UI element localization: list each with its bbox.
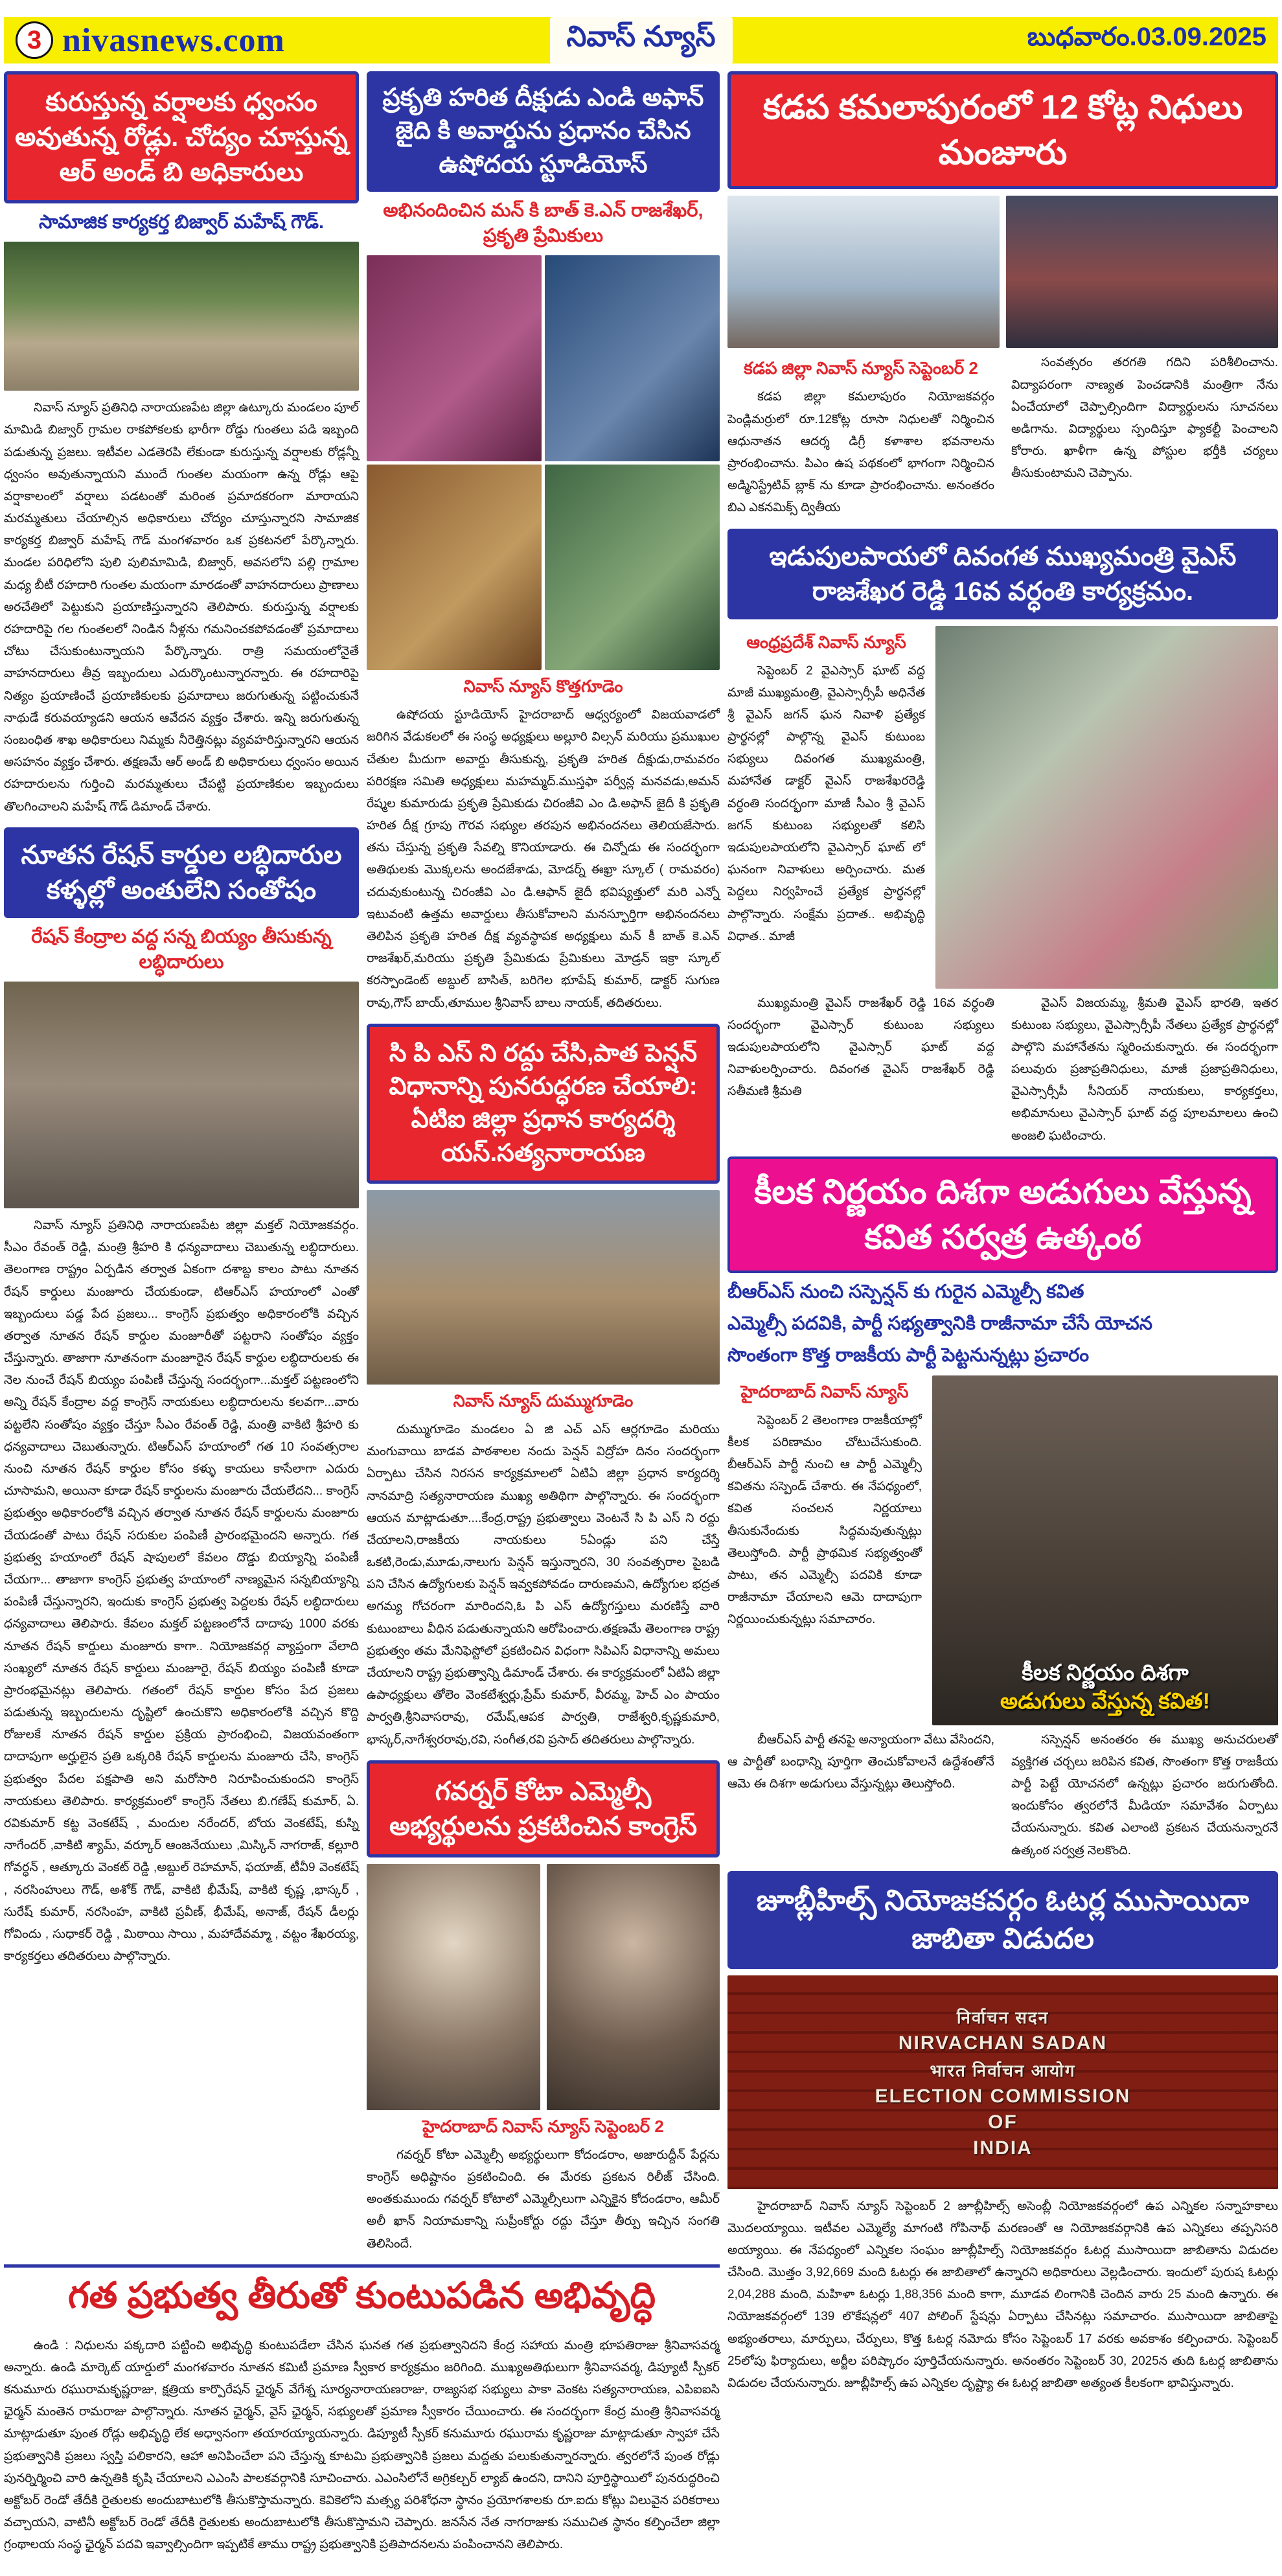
kavitha-cont-left-paragraph: బీఆర్ఎస్ పార్టీ తనపై అన్యాయంగా వేటు వేసిందని, ఆ పార్టీతో బంధాన్ని పూర్తిగా తెంచుకోవాలనే ఉద్దేశంతోనే ఆమె ఈ దిశగా అడుగులు వేస్తున్నట్లు తెలుస్తోంది.	[727, 1732, 994, 1791]
kavitha-subhead-1: బీఆర్ఎస్ నుంచి సస్పెన్షన్ కు గురైన ఎమ్మెల్సీ కవిత	[727, 1282, 1084, 1303]
mlc-paragraph: గవర్నర్ కోటా ఎమ్మెల్సీ అభ్యర్థులుగా కోదండరాం, అజారుద్దీన్ పేర్లను కాంగ్రెస్ అధిష్టానం ప్రకటించింది. ఈ మేరకు ప్రకటన రిలీజ్ చేసింది. అంతకుముందు గవర్నర్ కోటాలో ఎమ్మెల్సీలుగా ఎన్నికైన కోదండరాం, ఆమీర్ అలీ ఖాన్ నియామకాన్ని సుప్రీంకోర్టు రద్దు చేస్తూ తీర్పు ఇచ్చిన సంగతి తెలిసిందే.	[367, 2148, 720, 2251]
roads-subheadline: సామాజిక కార్యకర్త బిజ్వార్ మహేష్ గౌడ్.	[38, 212, 325, 233]
award-photo-1	[367, 255, 542, 461]
mlc-candidate-portraits	[367, 1864, 720, 2110]
ration-subheadline: రేషన్ కేంద్రాల వద్ద సన్న బియ్యం తీసుకున్న లబ్ధిదారులు	[31, 926, 332, 972]
roads-paragraph: నివాస్ న్యూస్ ప్రతినిధి నారాయణపేట జిల్లా ఉట్కూరు మండలం పూల్ మామిడి బిజ్వార్ గ్రామల రాకపోకలకు భారీగా రోడ్డు గుంతలు పడి ఇబ్బంది పడుతున్న ప్రజలు. ఇటీవల ఎడతెరపి లేకుండా కురుస్తున్న వర్షాలకు రోడ్లన్నీ ధ్వంసం అవుతున్నాయని ముందే గుంతల మయంగా ఉన్న రోడ్లు ఆపై వర్షాకాలంలో వర్షాలు పడటంతో మరింత ప్రమాదకరంగా మారాయని మరమ్మతులు చేయాల్సిన అధికారులు చోద్యం చూస్తున్నారని సామాజిక కార్యకర్త బిజ్వార్ మహేష్ గౌడ్ మంగళవారం ఒక ప్రకటనలో పేర్కొన్నారు. మండల పరిధిలోని పులి పులిమామిడి, బిజ్వార్, అవసలోని పల్లి గ్రామాల మధ్య బీటీ రహదారి గుంతల మయంగా మారడంతో వాహనదారులు ప్రాణాలు అరచేతిలో పెట్టుకుని ప్రయాణిస్తున్నారని తెలిపారు. కురుస్తున్న వర్షాలకు రహదారిపై గల గుంతలలో నిండిన నీళ్లను గమనించకపోవడంతో ప్రమాదాలు చోటు చేసుకుంటున్నాయని పేర్కొన్నారు. రాత్రి సమయంలోనైతే వాహనదారులు తీవ్ర ఇబ్బందులు ఎదుర్కొంటున్నారన్నారు. ఈ రహదారిపై నిత్యం ప్రయాణించే ప్రయాణికులకు ప్రమాదాలు జరుగుతున్న పట్టించుకునే నాథుడే కరువయ్యాడని ఆయన ఆవేదన వ్యక్తం చేశారు. ఇన్ని జరుగుతున్న సంబంధిత శాఖ అధికారులు నిమ్మకు నీరెత్తినట్లు వ్యవహరిస్తున్నారని ఆయన అసహనం వ్యక్తం చేశారు. తక్షణమే ఆర్ అండ్ బి అధికారులు ధ్వంసం అయిన రహదారులను గుర్తించి మరమ్మతులు చేపట్టి ప్రయాణికుల ఇబ్బందులు తొలగించాలని మహేష్ గౌడ్ డిమాండ్ చేశారు.	[4, 401, 360, 814]
jubilee-paragraph: హైదరాబాద్ నివాస్ న్యూస్ సెప్టెంబర్ 2 జూబ్లీహిల్స్ అసెంబ్లీ నియోజకవర్గంలో ఉప ఎన్నికల సన్నాహకాలు మొదలయ్యాయి. ఇటీవల ఎమ్మెల్యే మాగంటి గోపినాథ్ మరణంతో ఆ నియోజకవర్గానికి ఉప ఎన్నికలు తప్పనిసరి అయ్యాయి. ఈ నేపధ్యంలో ఎన్నికల సంఘం జూబ్లీహిల్స్ నియోజకవర్గం ఓటర్ల ముసాయిదా జాబితాను విడుదల చేసింది. మొత్తం 3,92,669 మంది ఓటర్లు ఈ జాబితాలో ఉన్నారని అధికారులు వెల్లడించారు. ఇందులో పురుష ఓటర్లు 2,04,288 మంది, మహిళా ఓటర్లు 1,88,356 మంది కాగా, మూడవ లింగానికి చెందిన వారు 25 మంది ఉన్నారు. ఈ నియోజకవర్గంలో 139 లొకేషన్లలో 407 పోలింగ్ స్టేషన్లు ఏర్పాటు చేసినట్లు సమాచారం. ముసాయిదా జాబితాపై అభ్యంతరాలు, మార్పులు, చేర్పులు, కొత్త ఓటర్ల నమోదు కోసం సెప్టెంబర్ 17 వరకు అవకాశం కల్పించారు. సెప్టెంబర్ 25లోపు ఫిర్యాదులు, అర్జీల పరిష్కారం పూర్తిచేయనున్నారు. అనంతరం సెప్టెంబర్ 30, 2025న తుది ఓటర్ల జాబితాను విడుదల చేయనున్నారు. జూబ్లీహిల్స్ ఉప ఎన్నికల దృష్ట్యా ఈ ఓటర్ల జాబితా అత్యంత కీలకంగా భావిస్తున్నారు.	[727, 2199, 1278, 2391]
overlay-line-1: కీలక నిర్ణయం దిశగా	[1022, 1661, 1189, 1686]
roads-body	[4, 397, 359, 818]
kavitha-photo	[932, 1375, 1278, 1725]
kavitha-cont-right-paragraph: సస్పెన్షన్ అనంతరం ఈ ముఖ్య అనుచరులతో వ్యక్తిగత చర్చలు జరిపిన కవిత, సొంతంగా కొత్త రాజకీయ పార్టీ పెట్టే యోచనలో ఉన్నట్లు ప్రచారం జరుగుతోంది. ఇందుకోసం త్వరలోనే మీడియా సమావేశం ఏర్పాటు చేయనున్నారు. కవిత ఎలాంటి ప్రకటన చేయనున్నారనే ఉత్కంఠ సర్వత్ర నెలకొంది.	[1011, 1732, 1278, 1857]
eci-sign-english-3: OF	[988, 2111, 1018, 2133]
mlc-dateline: హైదరాబాద్ నివాస్ న్యూస్ సెప్టెంబర్ 2	[422, 2116, 664, 2136]
award-dateline: నివాస్ న్యూస్ కొత్తగూడెం	[463, 676, 623, 696]
kadapa-text-columns	[727, 352, 1278, 519]
ysr-content	[727, 626, 1278, 989]
site-link[interactable]: nivasnews.com	[62, 21, 285, 59]
kadapa-body-right	[1011, 352, 1278, 519]
jubilee-body	[727, 2196, 1278, 2395]
azharuddin-portrait-photo	[547, 1864, 720, 2110]
roads-headline: కురుస్తున్న వర్షాలకు ధ్వంసం అవుతున్న రోడ్లు. చోద్యం చూస్తున్న ఆర్ అండ్ బి అధికారులు	[4, 71, 359, 203]
award-subheadline: అభినందించిన మన్ కి బాత్ కె.ఎన్ రాజశేఖర్, ప్రకృతి ప్రేమికులు	[383, 200, 704, 247]
ration-headline: నూతన రేషన్ కార్డుల లబ్ధిదారుల కళ్ళల్లో అంతులేని సంతోషం	[4, 827, 359, 918]
overlay-line-2: అడుగులు వేస్తున్న కవిత!	[1000, 1689, 1210, 1714]
kadapa-dateline: కడప జిల్లా నివాస్ న్యూస్ సెప్టెంబర్ 2	[744, 358, 978, 378]
mlc-headline: గవర్నర్ కోటా ఎమ్మెల్సీ అభ్యర్థులను ప్రకటించిన కాంగ్రెస్	[367, 1760, 720, 1857]
article-award	[367, 71, 720, 1015]
cps-paragraph: దుమ్ముగూడెం మండలం ఏ జి ఎచ్ ఎస్ ఆర్లగూడెం మరియు మంగువాయి బాడవ పాఠశాలల నందు పెన్షన్ విద్రోహ దినం సందర్భంగా ఏర్పాటు చేసిన నిరసన కార్యక్రమాలలో ఏటిఏ జిల్లా ప్రధాన కార్యదర్శి నానమాద్రి సత్యనారాయణ ముఖ్య అతిథిగా పాల్గొన్నారు. ఈ సందర్భంగా ఆయన మాట్లాడుతూ....కేంద్ర,రాష్ట్ర ప్రభుత్వాలు వెంటనే సి పి ఎస్ ని రద్దు చేయాలని,రాజకీయ నాయకులు 5ఏండ్లు పని చేస్తే ఒకటి,రెండు,మూడు,నాలుగు పెన్షన్ ఇస్తున్నారని, 30 సంవత్సరాల పైబడి పని చేసిన ఉద్యోగులకు పెన్షన్ ఇవ్వకపోవడం దారుణమని, ఉద్యోగుల భద్రత అగమ్య గోచరంగా మారిందని,ఓ పి ఎస్ ఉద్యోగస్తులు మరణిస్తే వారి కుటుంబాలు వీధిన పడుతున్నాయని ఆరోపించారు.తక్షణమే తెలంగాణ రాష్ట్ర ప్రభుత్వం తమ మేనిఫెస్టోలో ప్రకటించిన విధంగా సిపిఎస్ విధానాన్ని అమలు చేయాలని రాష్ట్ర ప్రభుత్వాన్ని డిమాండ్ చేశారు. ఈ కార్యక్రమంలో ఏటిఏ జిల్లా ఉపాధ్యక్షులు తోలెం వెంకటేశ్వర్లు,ప్రేమ్ కుమార్, వీరమ్మ, హెచ్ ఎం పాయం పార్వతి,శ్రీనివాసరావు, రమేష్,ఆపక పార్వతి, రాజేశ్వరి,కృష్ణకుమారి, భాస్కర్,నాగేశ్వరరావు,రవి, సంగీత,రవి ప్రసాద్ తదితరులు పాల్గొన్నారు.	[367, 1422, 720, 1747]
article-governor-quota-mlc	[367, 1760, 720, 2255]
kavitha-photo-caption-overlay	[932, 1659, 1278, 1716]
eci-sign-english-1: NIRVACHAN SADAN	[898, 2032, 1108, 2054]
cps-body	[367, 1419, 720, 1751]
edition-date: బుధవారం.03.09.2025	[1027, 22, 1266, 51]
column-right	[727, 71, 1278, 2557]
eci-sign-hindi-2: भारत निर्वाचन आयोग	[930, 2060, 1076, 2080]
kavitha-headline: కీలక నిర్ణయం దిశగా అడుగులు వేస్తున్న కవిత సర్వత్ర ఉత్కంఠ	[727, 1156, 1278, 1273]
pension-protest-photo	[367, 1190, 720, 1385]
article-damaged-roads	[4, 71, 359, 818]
ysr-paragraph: సెప్టెంబర్ 2 వైఎస్సార్ ఘాట్ వద్ద మాజీ ముఖ్యమంత్రి, వైఎస్సార్సీపీ అధినేత శ్రీ వైఎస్ జగన్ ఘన నివాళి ప్రత్యేక ప్రార్థనల్లో పాల్గొన్న వైఎస్ కుటుంబ సభ్యులు దివంగత ముఖ్యమంత్రి, మహానేత డాక్టర్ వైఎస్ రాజశేఖరరెడ్డి వర్ధంతి సందర్భంగా మాజీ సీఎం శ్రీ వైఎస్ జగన్ కుటుంబ సభ్యులతో కలిసి ఇడుపులపాయలోని వైఎస్సార్ ఘాట్ లో ఘనంగా నివాళులు అర్పించారు. మత పెద్దలు నిర్వహించే ప్రత్యేక ప్రార్థనల్లో పాల్గొన్నారు. సంక్షేమ ప్రదాత.. అభివృద్ధి విధాత.. మాజీ	[727, 663, 925, 943]
kadapa-paragraph-right: సంవత్సరం తరగతి గదిని పరిశీలించాను. విద్యాపరంగా నాణ్యత పెంచడానికి మంత్రిగా నేను ఏంచేయాలో చెప్పాల్సిందిగా విద్యార్థులను సూచనలు అడిగాను. విద్యార్థులు స్పందిస్తూ ఫ్యాకల్టీ పెంచాలని కోరారు. ఖాళీగా ఉన్న పోస్టుల భర్తీకి చర్యలు తీసుకుంటామని చెప్పాను.	[1011, 356, 1278, 481]
kavitha-body	[727, 1410, 922, 1631]
kadapa-headline: కడప కమలాపురంలో 12 కోట్ల నిధులు మంజూరు	[727, 71, 1278, 189]
article-jubilee-hills-voters	[727, 1871, 1278, 2395]
award-ceremony-collage	[367, 255, 720, 670]
kavitha-content	[727, 1375, 1278, 1725]
ysr-continuation	[727, 993, 1278, 1147]
kadapa-classroom-photo	[727, 196, 1000, 348]
column-middle	[367, 71, 720, 2255]
jubilee-headline: జూబ్లీహిల్స్ నియోజకవర్గం ఓటర్ల ముసాయిదా జాబితా విడుదల	[727, 1871, 1278, 1969]
kadapa-body-left	[727, 386, 994, 519]
page-number-badge: 3	[16, 21, 53, 59]
ysr-cont-left	[727, 993, 994, 1147]
article-undi-development	[4, 2264, 720, 2557]
ysr-cont-right-paragraph: వైఎస్ విజయమ్మ, శ్రీమతి వైఎస్ భారతి, ఇతర కుటుంబ సభ్యులు, వైఎస్సార్సీపీ నేతలు ప్రత్యేక ప్రార్థనల్లో పాల్గొని మహానేతను స్మరించుకున్నారు. ఈ సందర్భంగా పలువురు ప్రజాప్రతినిధులు, మాజీ ప్రజాప్రతినిధులు, వైఎస్సార్సీపీ సీనియర్ నాయకులు, కార్యకర్తలు, అభిమానులు వైఎస్సార్ ఘాట్ వద్ద పూలమాలలు ఉంచి అంజలి ఘటించారు.	[1011, 996, 1278, 1143]
paper-title: నివాస్ న్యూస్	[549, 17, 732, 64]
undi-paragraph: ఉండి : నిధులను పక్కదారి పట్టించి అభివృద్ధి కుంటుపడేలా చేసిన ఘనత గత ప్రభుత్వానిదని కేంద్ర సహాయ మంత్రి భూపతిరాజు శ్రీనివాసవర్మ అన్నారు. ఉండి మార్కెట్ యార్డులో మంగళవారం నూతన కమిటీ ప్రమాణ స్వీకార కార్యక్రమం జరిగింది. ముఖ్యఅతిథులుగా శ్రీనివాసవర్మ, డిప్యూటీ స్పీకర్ కనుమూరు రఘురామకృష్ణరాజు, క్షత్రియ కార్పొరేషన్ ఛైర్మన్ వేగేశ్న సూర్యనారాయణరాజు, రాజ్యసభ సభ్యులు పాకా వెంకట సత్యనారాయణ, ఎపిఐఐసి ఛైర్మన్ మంతెన రామరాజు పాల్గొన్నారు. నూతన ఛైర్మన్, వైస్ ఛైర్మన్, సభ్యులతో ప్రమాణ స్వీకారం చేయించారు. ఈ సందర్భంగా కేంద్ర మంత్రి శ్రీనివాసవర్మ మాట్లాడుతూ పుంత రోడ్లు అభివృద్ధి లేక అధ్వానంగా తయారయ్యాయన్నారు. డిప్యూటీ స్పీకర్ కనుమూరు రఘురామ కృష్ణరాజు మాట్లాడుతూ స్వాహా చేసే ప్రభుత్వానికి ప్రజలు స్వస్తి పలికారని, ఆహా అనిపించేలా పని చేస్తున్న కూటమి ప్రభుత్వానికి ప్రజలు మద్దతు పలుకుతున్నారన్నారు. త్వరలోనే పుంత రోడ్లు పునర్నిర్మించి వారి ఉన్నతికి కృషి చేయాలని ఎఎంసి పాలకవర్గానికి సూచించారు. ఎఎంసిలోనే అగ్రికల్చర్ ల్యాబ్ ఉందని, దానిని పూర్తిస్థాయిలో పునరుద్ధరించి అక్టోబర్ రెండో తేదీకి రైతులకు అందుబాటులోకి తీసుకొస్తామన్నారు. కెవికెలోని మత్స్య పరిశోధనా స్థానం ప్రయోగశాలకు రూ.ఐదు కోట్లు విలువైన పరికరాలు వచ్చాయని, వాటినీ అక్టోబర్ రెండో తేదీకి రైతులకు అందుబాటులోకి తీసుకొస్తామని చెప్పారు. జనసేన నేత నాగరాజుకు సముచిత స్థానం కల్పించేలా జిల్లా గ్రంథాలయ సంస్థ ఛైర్మన్ పదవి ఇవ్వాల్సిందిగా ఇప్పటికే తాము రాష్ట్ర ప్రభుత్వానికి ప్రతిపాదనలను పంపించానని తెలిపారు.	[4, 2338, 720, 2552]
page-grid	[4, 71, 1278, 2557]
ration-beneficiaries-photo	[4, 982, 359, 1208]
eci-sign-english-4: INDIA	[973, 2137, 1033, 2159]
article-kavitha-decision	[727, 1156, 1278, 1862]
kadapa-paragraph-left: కడప జిల్లా కమలాపురం నియోజకవర్గం పెండ్లిమర్రులో రూ.12కోట్ల రూసా నిధులతో నిర్మించిన ఆధునాతన ఆదర్శ డిగ్రీ కళాశాల భవనాలను ప్రారంభించాను. పిఎం ఉష పథకంలో భాగంగా నిర్మించిన అడ్మినిస్ట్రేటివ్ బ్లాక్ ను కూడా ప్రారంభించాను. అనంతరం బిఎ ఎకనమిక్స్ ద్వితీయ	[727, 390, 994, 515]
award-photo-3	[367, 465, 542, 671]
cps-dateline: నివాస్ న్యూస్ దుమ్ముగూడెం	[453, 1390, 634, 1410]
ration-body	[4, 1215, 359, 1968]
kavitha-continuation	[727, 1729, 1278, 1862]
undi-body	[4, 2335, 720, 2557]
column-left	[4, 71, 359, 2255]
article-kadapa-funds	[727, 71, 1278, 520]
article-ration-cards	[4, 827, 359, 1968]
kavitha-cont-left	[727, 1729, 994, 1862]
ysr-headline: ఇడుపులపాయలో దివంగత ముఖ్యమంత్రి వైఎస్ రాజశేఖర రెడ్డి 16వ వర్ధంతి కార్యక్రమం.	[727, 529, 1278, 619]
ration-paragraph: నివాస్ న్యూస్ ప్రతినిధి నారాయణపేట జిల్లా మక్తల్ నియోజకవర్గం. సీఎం రేవంత్ రెడ్డి, మంత్రి శ్రీహరి కి ధన్యవాదాలు చెబుతున్న లబ్ధిదారులు. తెలంగాణ రాష్ట్రం ఏర్పడిన తర్వాత ఏకంగా దశాబ్ద కాలం పాటు నూతన రేషన్ కార్డులు మంజూరు చేయకుండా, టిఆర్ఎస్ హయాంలో ఎంతో ఇబ్బందులు పడ్డ పేద ప్రజలు... కాంగ్రెస్ ప్రభుత్వం అధికారంలోకి వచ్చిన తర్వాత నూతన రేషన్ కార్డుల మంజూరీతో పట్టరాని సంతోషం వ్యక్తం చేస్తున్నారు. తాజాగా నూతనంగా మంజూరైన రేషన్ కార్డుల లబ్ధిదారులకు ఈ నెల నుంచే రేషన్ బియ్యం పంపిణీ చేస్తున్న సందర్భంగా...మక్తల్ పట్టణంలోని అన్ని రేషన్ కేంద్రాల వద్ద కాంగ్రెస్ నాయకులు లబ్ధిదారులను కలవగా...వారు పట్టలేని సంతోషం వ్యక్తం చేస్తూ సీఎం రేవంత్ రెడ్డి, మంత్రి వాకిటి శ్రీహరి కు ధన్యవాదాలు చెబుతున్నారు. టిఆర్ఎస్ హయాంలో గత 10 సంవత్సరాల నుంచి నూతన రేషన్ కార్డుల కోసం కళ్ళు కాయలు కాసేలాగా ఎదురు చూసామని, అయినా కూడా రేషన్ కార్డులను మంజూరు చేయలేదని... కాంగ్రెస్ ప్రభుత్వం అధికారంలోకి వచ్చిన తర్వాత నూతన రేషన్ కార్డులను మంజూరు చేయడంతో పాటు రేషన్ సరుకుల పంపిణీ ప్రారంభమైందని అన్నారు. గత ప్రభుత్వ హయాంలో రేషన్ షాపులలో కేవలం దొడ్డు బియ్యాన్ని పంపిణీ చేయగా... తాజాగా కాంగ్రెస్ ప్రభుత్వ హయాంలో నాణ్యమైన సన్నబియ్యాన్ని పంపిణీ చేస్తున్నారని, ఇందుకు కాంగ్రెస్ ప్రభుత్వ పెద్దలకు రేషన్ లబ్ధిదారులు ధన్యవాదాలు తెలిపారు. కేవలం మక్తల్ పట్టణంలోనే దాదాపు 1000 వరకు నూతన రేషన్ కార్డులు మంజూరు కాగా.. నియోజకవర్గ వ్యాప్తంగా వేలాది సంఖ్యలో నూతన రేషన్ కార్డులు మంజూరై, రేషన్ బియ్యం పంపిణీ కూడా ప్రారంభమైనట్లు తెలిపారు. గతంలో రేషన్ కార్డుల కోసం పేద ప్రజలు పడుతున్న ఇబ్బందులను దృష్టిలో ఉంచుకొని అధికారంలోకి వచ్చిన కొద్ది రోజులకే నూతన రేషన్ కార్డుల ప్రక్రియ ప్రారంభించి, విజయవంతంగా దాదాపుగా అర్హులైన ప్రతి ఒక్కరికి రేషన్ కార్డులను మంజూరు చేసి, కాంగ్రెస్ ప్రభుత్వం పేదల పక్షపాతి అని మరోసారి నిరూపించుకుందని కాంగ్రెస్ నాయకులు తెలిపారు. కార్యక్రమంలో కాంగ్రెస్ నేతలు బి.గణేష్ కుమార్, ఏ. రవికుమార్ కట్ట వెంకటేష్ , మందుల నరేందర్, బోయ వెంకటేష్, కుస్ని నాగేందర్ ,వాకిటి శ్యామ్, వర్కూర్ ఆంజనేయులు ,మిస్కిన్ నాగరాజ్, కల్లూరి గోవర్ధన్ , ఆత్కూరు వెంకట్ రెడ్డి ,అబ్దుల్ రెహమాన్, ఫయాజ్, టీవీ9 వెంకటేష్ , నరసింహులు గౌడ్, అశోక్ గౌడ్, వాకిటి భీమేష్, వాకిటి కృష్ణ ,భాస్కర్ , సురేష్ కుమార్, నరసింహ, వాకిటి ప్రవీణ్, భీమేష్, అనాజ్, రేషన్ డీలర్లు గోవిందు , సుధాకర్ రెడ్డి , మిఠాయి సాయి , మహాదేవమ్మా , వట్టం శేఖరయ్య, కార్యకర్తలు తదితరులు పాల్గొన్నారు.	[4, 1218, 359, 1964]
election-commission-building-photo	[727, 1975, 1278, 2189]
award-photo-2	[545, 255, 720, 461]
kadapa-photos	[727, 196, 1278, 348]
article-ysr-vardhanthi	[727, 529, 1278, 1147]
kadapa-inauguration-photo	[1006, 196, 1278, 348]
eci-sign-hindi-1: निर्वाचन सदन	[956, 2007, 1049, 2027]
article-cps-pension	[367, 1024, 720, 1751]
cps-headline: సి పి ఎస్ ని రద్దు చేసి,పాత పెన్షన్ విధానాన్ని పునరుద్ధరణ చేయాలి: ఏటిఐ జిల్లా ప్రధాన కార్యదర్శి యస్.సత్యనారాయణ	[367, 1024, 720, 1184]
ysr-dateline: ఆంధ్రప్రదేశ్ నివాస్ న్యూస్	[746, 632, 906, 652]
ysr-cont-left-paragraph: ముఖ్యమంత్రి వైఎస్ రాజశేఖర్ రెడ్డి 16వ వర్ధంతి సందర్భంగా వైఎస్సార్ కుటుంబ సభ్యులు ఇడుపులపాయలోని వైఎస్సార్ ఘాట్ వద్ద నివాళులర్పించారు. దివంగత వైఎస్ రాజశేఖర్ రెడ్డి సతీమణి శ్రీమతి	[727, 996, 994, 1099]
undi-headline: గత ప్రభుత్వ తీరుతో కుంటుపడిన అభివృద్ధి	[68, 2274, 656, 2316]
kavitha-paragraph: సెప్టెంబర్ 2 తెలంగాణ రాజకీయాల్లో కీలక పరిణామం చోటుచేసుకుంది. బీఆర్ఎస్ పార్టీ నుంచి ఆ పార్టీ ఎమ్మెల్సీ కవితను సస్పెండ్ చేశారు. ఈ నేపధ్యంలో, కవిత సంచలన నిర్ణయాలు తీసుకునేందుకు సిద్ధమవుతున్నట్లు తెలుస్తోంది. పార్టీ ప్రాథమిక సభ్యత్వంతో పాటు, తన ఎమ్మెల్సీ పదవికి కూడా రాజీనామా చేయాలని ఆమె దాదాపుగా నిర్ణయించుకున్నట్లు సమాచారం.	[727, 1413, 922, 1627]
award-photo-4	[545, 465, 720, 671]
kavitha-subhead-3: సొంతంగా కొత్త రాజకీయ పార్టీ పెట్టనున్నట్లు ప్రచారం	[727, 1345, 1090, 1366]
kavitha-subhead-2: ఎమ్మెల్సీ పదవికి, పార్టీ సభ్యత్వానికి రాజీనామా చేసే యోచన	[727, 1313, 1153, 1335]
ysr-cont-right	[1011, 993, 1278, 1147]
kavitha-cont-right	[1011, 1729, 1278, 1862]
masthead	[4, 17, 1278, 63]
damaged-road-photo	[4, 242, 359, 391]
ysr-body	[727, 660, 925, 948]
ysr-ghat-tribute-photo	[935, 626, 1278, 989]
award-body	[367, 704, 720, 1015]
kavitha-dateline: హైదరాబాద్ నివాస్ న్యూస్	[740, 1381, 909, 1401]
kodandaram-portrait-photo	[367, 1864, 540, 2110]
award-headline: ప్రకృతి హరిత దీక్షుడు ఎండి అఫాన్ జైది కి అవార్డును ప్రధానం చేసిన ఉషోదయ స్టూడియోస్	[367, 71, 720, 192]
mlc-body	[367, 2145, 720, 2255]
award-paragraph: ఉషోదయ స్టూడియోస్ హైదరాబాద్ ఆధ్వర్యంలో విజయవాడలో జరిగిన వేడుకలలో ఈ సంస్థ అధ్యక్షులు అల్లూరి విల్సన్ మరియు ప్రముఖుల చేతుల మీదుగా అవార్డు తీసుకున్న, ప్రకృతి హరిత దీక్షుడు,రామవరం పరిరక్షణ సమితి అధ్యక్షులు మహమ్మద్.ముస్తఫా పర్వీన్ల మనవడు,అమన్ రేష్మల కుమారుడు ప్రకృతి ప్రేమికుడు చిరంజీవి ఎం డి.అఫాన్ జైదీ కి ప్రకృతి హరిత దీక్ష గ్రూపు గౌరవ సభ్యుల తరపున అభినందనలు తెలియజేసారు. తను చేస్తున్న ప్రకృతి సేవల్ని కొనియాడారు. ఈ చిన్నోడు ఈ సందర్భంగా అతిథులకు మొక్కలను అందజేశాడు, మోడర్న్ ఈఖ్రా స్కూల్ ( రామవరం) చదువుకుంటున్న చిరంజీవి ఎం డి.ఆఫాన్ జైదీ భవిష్యత్తులో మరి ఎన్నో ఇటువంటి ఉత్తమ అవార్డులు తీసుకోవాలని మనస్ఫూర్తిగా అభినందనలు తెలిపిన ప్రకృతి హరిత దీక్ష వ్యవస్థాపక అధ్యక్షులు మన్ కీ బాత్ కె.ఎన్ రాజశేఖర్,మరియు ప్రకృతి ప్రేమికుడు ప్రేమికులు మోడ్రన్ ఇక్రా స్కూల్ కరస్పాండెంట్ అబ్దుల్ బాసిత్, బరిగెల భూపేష్ కుమార్, డాక్టర్ సుగుణ రావు,గౌస్ బాయ్,తూముల శ్రీనివాస్ బాలు నాయక్, తదితరులు.	[367, 708, 720, 1010]
eci-sign-english-2: ELECTION COMMISSION	[875, 2085, 1131, 2107]
